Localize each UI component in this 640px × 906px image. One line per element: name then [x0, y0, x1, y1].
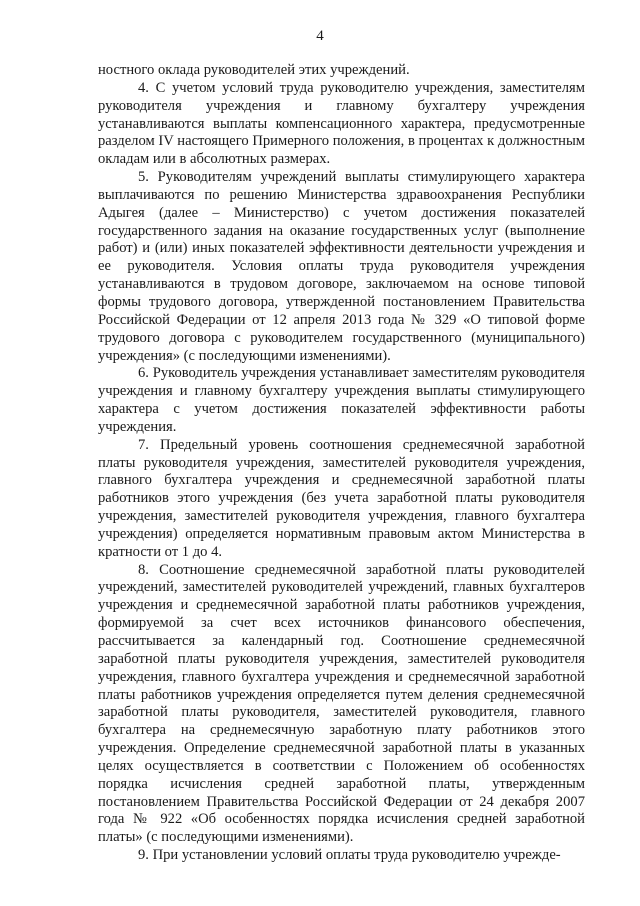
- paragraph-continuation: ностного оклада руководителей этих учреждений.: [98, 62, 410, 78]
- paragraph-8: 8. Соотношение среднемесячной заработной платы руководителей учреждений, заместителей руководителей учреждений, главных бухгалтеров учреждения и среднемесячной заработной платы работников учреждения, формируемой за счет всех источников финансового обеспечения, рассчитывается за календарный год. Соотношение среднемесячной заработной платы руководителя учреждения, заместителей руководителя учреждения, главного бухгалтера учреждения и среднемесячной заработной платы работников учреждения определяется путем деления среднемесячной заработной платы руководителя, заместителей руководителя, главного бухгалтера на среднемесячную заработную плату работников этого учреждения. Определение среднемесячной заработной платы в указанных целях осуществляется в соответствии с Положением об особенностях порядка исчисления средней заработной платы, утвержденным постановлением Правительства Российской Федерации от 24 декабря 2007 года № 922 «Об особенностях порядка исчисления средней заработной платы» (с последующими изменениями).: [98, 561, 585, 846]
- page-number: 4: [316, 28, 324, 44]
- paragraph-5: 5. Руководителям учреждений выплаты стимулирующего характера выплачиваются по решению Министерства здравоохранения Республики Адыгея (далее – Министерство) с учетом достижения показателей государственного задания на оказание государственных услуг (выполнение работ) и (или) иных показателей эффективности деятельности учреждения и ее руководителя. Условия оплаты труда руководителя учреждения устанавливаются в трудовом договоре, заключаемом на основе типовой формы трудового договора, утвержденной постановлением Правительства Российской Федерации от 12 апреля 2013 года № 329 «О типовой форме трудового договора с руководителем государственного (муниципального) учреждения» (с последующими изменениями).: [98, 169, 585, 364]
- paragraph-6: 6. Руководитель учреждения устанавливает заместителям руководителя учреждения и главному бухгалтеру учреждения выплаты стимулирующего характера с учетом достижения показателей эффективности работы учреждения.: [98, 365, 585, 435]
- paragraph-4: 4. С учетом условий труда руководителю учреждения, заместителям руководителя учреждения и главному бухгалтеру учреждения устанавливаются выплаты компенсационного характера, предусмотренные разделом IV настоящего Примерного положения, в процентах к должностным окладам или в абсолютных размерах.: [98, 79, 585, 168]
- paragraph-9: 9. При установлении условий оплаты труда руководителю учрежде-: [138, 847, 561, 864]
- document-body: [98, 62, 585, 865]
- paragraph-7: 7. Предельный уровень соотношения среднемесячной заработной платы руководителя учреждения, заместителей руководителя учреждения, главного бухгалтера учреждения и среднемесячной заработной платы работников этого учреждения (без учета заработной платы руководителя учреждения, заместителей руководителя учреждения, главного бухгалтера учреждения) определяется нормативным правовым актом Министерства в кратности от 1 до 4.: [98, 436, 585, 560]
